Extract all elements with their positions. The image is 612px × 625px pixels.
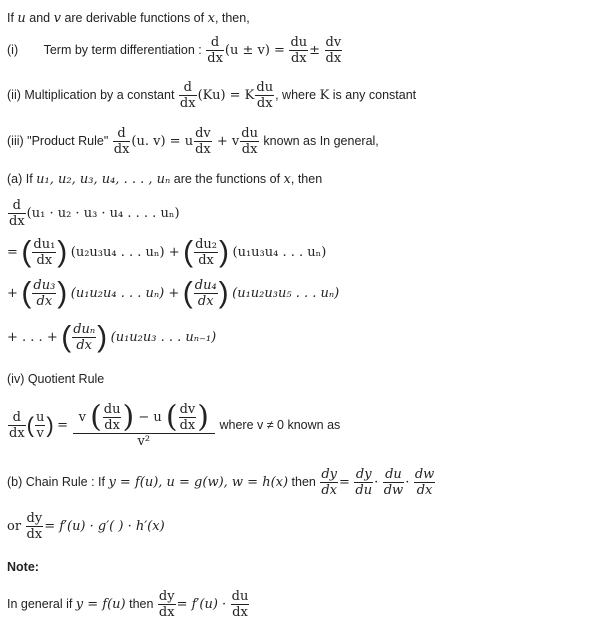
fraction-d-dx: $\frac{d}{dx}$ xyxy=(179,80,196,111)
rule-product: (iii) "Product Rule" $\frac{d}{dx}$ (u. v) = u $\frac{dv}{dx}$ + v $\frac{du}{dx}$ known as In general, xyxy=(7,126,379,157)
fraction-d-dx: $\frac{d}{dx}$ xyxy=(207,35,223,66)
general-product-term-2: + ( $\frac{\text{du₃}}{dx}$ ) (u₁u₂u₄ . . . uₙ) + ( $\frac{\text{du₄}}{dx}$ ) (u₁u₂u₃u₅ . . . uₙ) xyxy=(7,276,340,310)
rule-quotient: $\frac{d}{dx}$ ( $\frac{u}{v}$ ) = v ( $\frac{du}{dx}$ ) − u ( $\frac{dv}{dx}$ ) v² where v ≠ 0 known as xyxy=(9,399,341,449)
fraction-dv-dx: $\frac{dv}{dx}$ xyxy=(195,126,211,157)
general-product-lhs: $\frac{d}{dx}$ (u₁ · u₂ · u₃ · u₄ . . . . uₙ) xyxy=(9,198,180,229)
intro-line: If u and v are derivable functions of x, then, xyxy=(7,11,250,26)
note-general-chain: In general if y = f(u) then $\frac{dy}{dx}$ = f′(u) · $\frac{du}{dx}$ xyxy=(7,589,249,620)
fraction-du-dx: $\frac{du}{dx}$ xyxy=(241,126,258,157)
fraction-d-dx: $\frac{d}{dx}$ xyxy=(9,198,25,229)
fraction-du-dx: $\frac{du}{dx}$ xyxy=(256,80,274,111)
fraction-dv-dx: $\frac{dv}{dx}$ xyxy=(325,35,342,66)
rule-quotient-heading: (iv) Quotient Rule xyxy=(7,372,105,386)
general-product-term-1: = ( $\frac{\text{du₁}}{dx}$ ) (u₂u₃u₄ . . . uₙ) + ( $\frac{\text{du₂}}{dx}$ ) (u₁u₃u₄ . . . uₙ) xyxy=(7,235,327,269)
rule-term-by-term: (i) Term by term differentiation : $\frac{d}{dx}$ (u ± v) = $\frac{du}{dx}$ ± $\frac{dv}{dx}$ xyxy=(7,35,342,66)
rule-chain: (b) Chain Rule : If y = f(u), u = g(w), w = h(x) then $\frac{dy}{dx}$ = $\frac{dy}{du}$ · $\frac{du}{dw}$ · $\frac{dw}{dx}$ xyxy=(7,467,435,498)
chain-rule-alt: or $\frac{dy}{dx}$ = f′(u) · g′( ) · h′(x) xyxy=(7,511,165,542)
fraction-du-dx: $\frac{du}{dx}$ xyxy=(290,35,308,66)
fraction-d-dx: $\frac{d}{dx}$ xyxy=(113,126,130,157)
general-product-intro: (a) If u₁, u₂, u₃, u₄, . . . , uₙ are the functions of x, then xyxy=(7,172,323,187)
general-product-term-n: + . . . + ( $\frac{\text{duₙ}}{dx}$ ) (u₁u₂u₃ . . . uₙ₋₁) xyxy=(7,320,217,354)
rule-constant-multiple: (ii) Multiplication by a constant $\frac{d}{dx}$ (Ku) = K $\frac{du}{dx}$ , where K is any constant xyxy=(7,80,417,111)
note-heading: Note: xyxy=(7,560,39,574)
quotient-fraction: v ( $\frac{du}{dx}$ ) − u ( $\frac{dv}{dx}$ ) v² xyxy=(73,402,215,449)
